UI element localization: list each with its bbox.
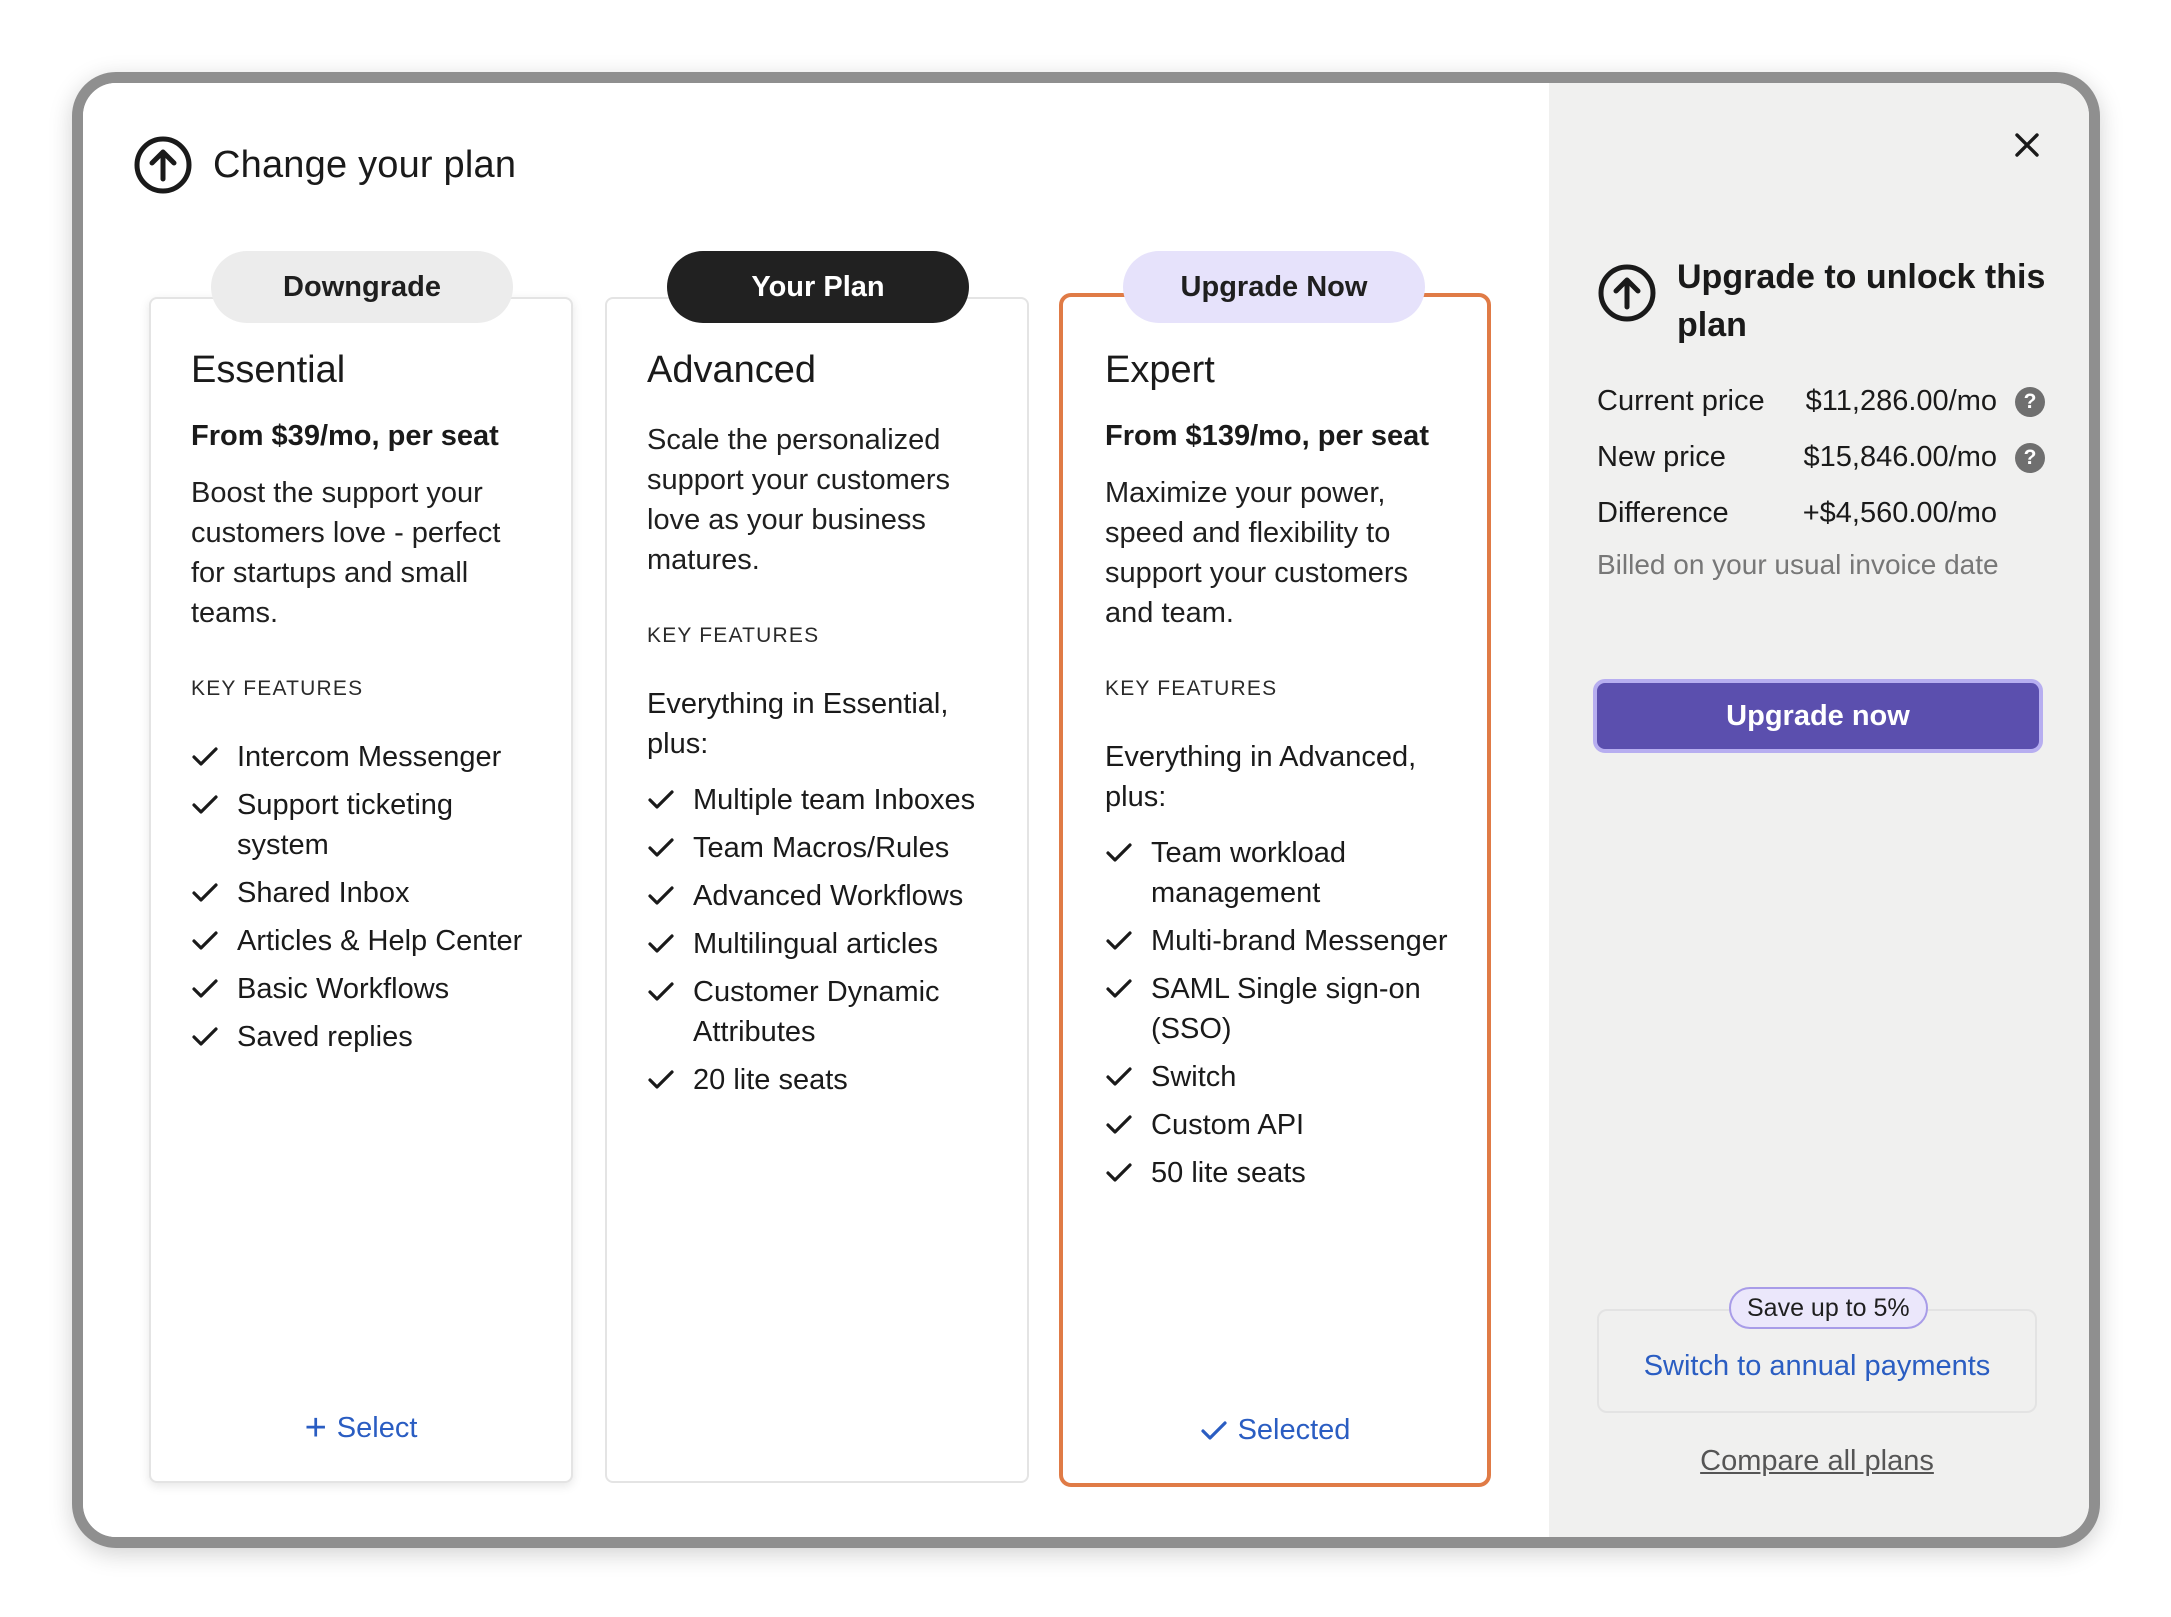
key-features-label: KEY FEATURES — [647, 624, 820, 647]
plan-description: Maximize your power, speed and flexibility to support your customers and team. — [1105, 477, 1409, 629]
feature-item — [647, 1060, 997, 1100]
key-features-label: KEY FEATURES — [1105, 677, 1278, 700]
checkmark-icon — [191, 785, 221, 825]
feature-item — [647, 828, 997, 868]
feature-label: Team Macros/Rules — [693, 832, 950, 864]
checkmark-icon — [1105, 1057, 1135, 1097]
feature-label: Customer Dynamic Attributes — [693, 976, 940, 1048]
checkmark-icon — [1105, 833, 1135, 873]
plan-card-expert[interactable] — [1059, 270, 1491, 1487]
compare-plans-link[interactable]: Compare all plans — [1700, 1445, 1934, 1477]
checkmark-icon — [647, 924, 677, 964]
feature-label: Multiple team Inboxes — [693, 784, 976, 816]
feature-label: Custom API — [1151, 1109, 1305, 1141]
your-plan-pill: Your Plan — [667, 251, 969, 323]
plan-description: Boost the support your customers love - perfect for startups and small teams. — [191, 477, 501, 629]
checkmark-icon — [647, 1060, 677, 1100]
checkmark-icon — [1105, 921, 1135, 961]
feature-item — [191, 921, 541, 961]
change-plan-modal — [72, 72, 2100, 1548]
difference-label: Difference — [1597, 497, 1729, 529]
plan-card-advanced — [605, 270, 1029, 1483]
feature-item — [191, 1017, 541, 1057]
feature-item — [1105, 1105, 1457, 1145]
feature-item — [191, 969, 541, 1009]
feature-label: Articles & Help Center — [237, 925, 523, 957]
feature-item — [191, 873, 541, 913]
save-badge: Save up to 5% — [1729, 1287, 1928, 1329]
checkmark-icon — [1105, 969, 1135, 1009]
feature-label: Saved replies — [237, 1021, 413, 1053]
close-icon — [2014, 132, 2040, 158]
checkmark-icon — [1105, 1153, 1135, 1193]
feature-item — [1105, 833, 1457, 913]
select-plan-button[interactable] — [151, 1407, 571, 1449]
feature-label: Intercom Messenger — [237, 741, 502, 773]
feature-item — [647, 876, 997, 916]
upgrade-summary-panel — [1549, 83, 2089, 1537]
upgrade-now-button[interactable]: Upgrade now — [1593, 679, 2043, 753]
downgrade-pill: Downgrade — [211, 251, 513, 323]
feature-label: Switch — [1151, 1061, 1237, 1093]
checkmark-icon — [191, 737, 221, 777]
checkmark-icon — [1200, 1420, 1228, 1442]
feature-item — [191, 785, 541, 865]
plan-name: Advanced — [647, 349, 817, 391]
upgrade-now-pill: Upgrade Now — [1123, 251, 1425, 323]
annual-payments-box — [1597, 1293, 2037, 1413]
feature-item — [1105, 969, 1457, 1049]
arrow-up-circle-icon — [1597, 263, 1657, 323]
feature-label: 50 lite seats — [1151, 1157, 1306, 1189]
plan-price: From $139/mo, per seat — [1105, 420, 1429, 452]
plan-card-essential[interactable] — [149, 270, 573, 1483]
feature-label: Multi-brand Messenger — [1151, 925, 1448, 957]
modal-header — [133, 135, 516, 195]
selected-label: Selected — [1237, 1414, 1351, 1446]
checkmark-icon — [191, 1017, 221, 1057]
feature-label: 20 lite seats — [693, 1064, 848, 1096]
upgrade-title: Upgrade to unlock this plan — [1677, 258, 2046, 344]
feature-label: SAML Single sign-on (SSO) — [1151, 973, 1421, 1045]
features-intro: Everything in Essential, plus: — [647, 688, 949, 760]
checkmark-icon — [647, 876, 677, 916]
checkmark-icon — [647, 780, 677, 820]
plus-icon: + — [304, 1407, 327, 1449]
plan-description: Scale the personalized support your customers love as your business matures. — [647, 424, 951, 576]
feature-label: Shared Inbox — [237, 877, 410, 909]
new-price-row — [1597, 441, 2045, 474]
feature-item — [647, 924, 997, 964]
question-circle-icon[interactable]: ? — [2015, 443, 2045, 473]
feature-item — [191, 737, 541, 777]
key-features-label: KEY FEATURES — [191, 677, 364, 700]
current-price-value: $11,286.00/mo — [1805, 385, 1997, 417]
modal-title: Change your plan — [213, 143, 517, 186]
select-label: Select — [336, 1412, 418, 1444]
plan-name: Expert — [1105, 349, 1215, 391]
difference-value: +$4,560.00/mo — [1802, 497, 1997, 529]
feature-item — [1105, 921, 1457, 961]
feature-item — [1105, 1057, 1457, 1097]
arrow-up-circle-icon — [133, 135, 193, 195]
close-button[interactable] — [2005, 123, 2049, 167]
plan-price: From $39/mo, per seat — [191, 420, 499, 452]
question-circle-icon[interactable]: ? — [2015, 387, 2045, 417]
checkmark-icon — [647, 828, 677, 868]
current-price-row — [1597, 385, 2045, 418]
feature-label: Support ticketing system — [237, 789, 454, 861]
current-price-label: Current price — [1597, 385, 1765, 417]
difference-row — [1597, 497, 1997, 530]
feature-label: Multilingual articles — [693, 928, 938, 960]
feature-item — [1105, 1153, 1457, 1193]
plans-panel — [83, 83, 1549, 1537]
feature-label: Basic Workflows — [237, 973, 450, 1005]
feature-item — [647, 780, 997, 820]
feature-item — [647, 972, 997, 1052]
billing-note: Billed on your usual invoice date — [1597, 549, 1999, 580]
switch-annual-link[interactable]: Switch to annual payments — [1643, 1349, 1991, 1382]
features-intro: Everything in Advanced, plus: — [1105, 741, 1417, 813]
new-price-value: $15,846.00/mo — [1803, 441, 1997, 473]
upgrade-heading — [1597, 253, 2057, 349]
checkmark-icon — [191, 969, 221, 1009]
checkmark-icon — [191, 873, 221, 913]
new-price-label: New price — [1597, 441, 1726, 473]
plan-name: Essential — [191, 349, 346, 391]
feature-label: Advanced Workflows — [693, 880, 964, 912]
checkmark-icon — [1105, 1105, 1135, 1145]
selected-plan-indicator[interactable] — [1063, 1414, 1487, 1447]
checkmark-icon — [191, 921, 221, 961]
checkmark-icon — [647, 972, 677, 1012]
feature-label: Team workload management — [1151, 837, 1347, 909]
